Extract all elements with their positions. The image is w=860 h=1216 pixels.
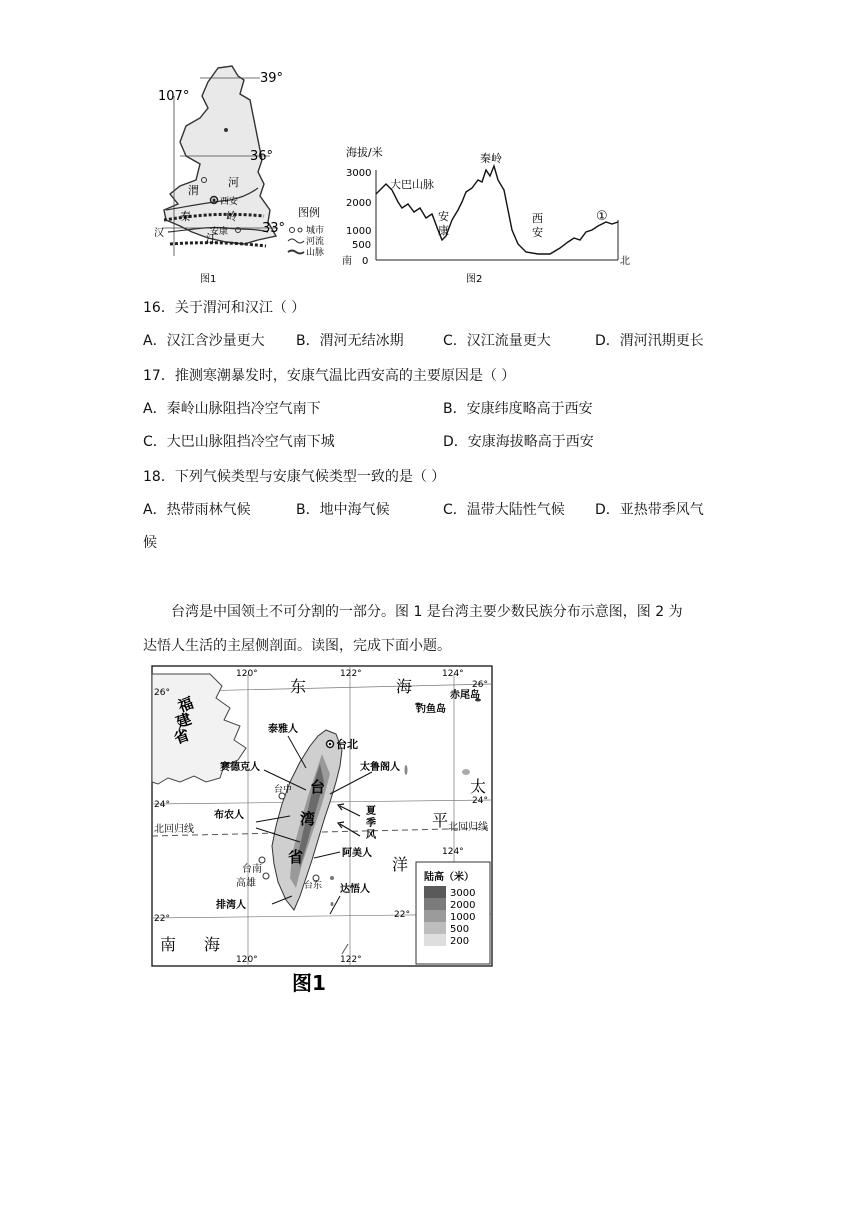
legend-mountain-label: 山脉 [306,248,325,258]
fujian-sheng: 省 [171,725,192,748]
fujian-fu: 福 [175,693,196,716]
taiwan-map [150,664,496,1004]
passage-line-1: 台湾是中国领土不可分割的一部分。图 1 是台湾主要少数民族分布示意图，图 2 为 [171,604,683,620]
map-label-xian: 西安 [220,197,239,207]
taiwan-sheng: 省 [288,848,304,866]
legend-mountain-icon [288,251,304,254]
lon-122-bottom: 122° [340,955,362,965]
legend-200: 200 [450,936,470,947]
sea-dong: 东 [290,677,307,696]
lon-124-mid: 124° [442,847,464,857]
map-label-qin: 秦 [180,210,191,223]
lat-22-left: 22° [154,914,170,924]
legend-500: 500 [450,924,470,935]
map-label-han: 汉 [154,228,164,239]
legend-2000: 2000 [450,900,476,911]
legend-river-icon [288,239,304,243]
fujian-jian: 建 [173,709,194,732]
taiwan-tai: 台 [310,778,326,796]
label-an2: 安 [532,226,543,239]
lat-36-label: 36° [250,149,274,164]
city-kaohsiung: 高雄 [236,878,256,889]
label-xi: 西 [532,212,543,225]
ytick-1000: 1000 [346,226,372,237]
map-label-ling: 岭 [226,210,237,223]
people-amis: 阿美人 [342,848,372,859]
sea-yang: 洋 [392,855,409,874]
sea-ping: 平 [432,811,449,830]
q18-option-c[interactable]: C．温带大陆性气候 [443,502,565,518]
question-16-stem: 16．关于渭河和汉江（ ） [143,300,306,316]
q16-option-d[interactable]: D．渭河汛期更长 [595,333,704,349]
people-bunun: 布农人 [214,810,244,821]
south-label: 南 [342,256,352,267]
tainan-city-icon [259,857,265,863]
q17-option-c[interactable]: C．大巴山脉阻挡冷空气南下城 [143,434,335,450]
profile-ylabel: 海拔/米 [346,146,383,159]
lon-124-top: 124° [442,669,464,679]
monsoon-xia: 夏 [366,806,376,817]
map-label-jiang: 江 [206,232,217,245]
legend-1000: 1000 [450,912,476,923]
legend-river-label: 河流 [306,237,325,247]
sea-hai-east: 海 [396,677,413,696]
map-label-he: 河 [228,176,239,189]
ytick-500: 500 [352,240,372,251]
lon-120-top: 120° [236,669,258,679]
chiwei-island-label: 赤尾岛 [450,690,480,701]
q18-option-d-wrap: 候 [143,535,157,551]
q16-option-b[interactable]: B．渭河无结冰期 [296,333,404,349]
map-label-ankang: 安康 [210,227,229,237]
ytick-0: 0 [362,256,369,267]
ytick-2000: 2000 [346,198,372,209]
shaanxi-figures [140,60,640,290]
monsoon-ji: 季 [366,818,376,829]
map-label-wei: 渭 [188,184,199,197]
tropic-label-right: 北回归线 [448,822,488,833]
lon-120-bottom: 120° [236,955,258,965]
taiwan-wan: 湾 [300,810,316,828]
sea-nan: 南 [160,935,177,954]
lat-22-right: 22° [394,910,410,920]
kaohsiung-city-icon [263,873,269,879]
label-qinling: 秦岭 [480,152,502,165]
monsoon-feng: 风 [366,830,376,841]
taiwan-fig-caption: 图1 [292,971,326,995]
legend-city-label: 城市 [306,226,325,236]
lon-107-label: 107° [158,89,190,104]
q17-option-a[interactable]: A．秦岭山脉阻挡冷空气南下 [143,401,321,417]
people-paiwan: 排湾人 [216,900,246,911]
sea-tai: 太 [470,777,487,796]
label-dabashan: 大巴山脉 [390,178,434,191]
q17-option-b[interactable]: B．安康纬度略高于西安 [443,401,593,417]
lat-26-right: 26° [472,680,488,690]
label-an: 安 [438,210,449,223]
legend-city-icon [290,228,303,233]
question-17-stem: 17．推测寒潮暴发时，安康气温比西安高的主要原因是（ ） [143,368,516,384]
tropic-label-left: 北回归线 [154,824,194,835]
q18-option-d[interactable]: D．亚热带季风气 [595,502,704,518]
legend-title: 图例 [298,206,320,219]
sea-hai-south: 海 [204,935,221,954]
fig2-caption: 图2 [466,274,483,285]
people-tao: 达悟人 [340,884,370,895]
city-tainan: 台南 [242,864,262,875]
diaoyu-island-label: 钓鱼岛 [416,704,446,715]
marker-circled-1: ① [596,209,608,224]
passage-line-2: 达悟人生活的主屋侧剖面。读图，完成下面小题。 [143,638,451,654]
q18-option-a[interactable]: A．热带雨林气候 [143,502,251,518]
label-kang: 康 [438,224,449,237]
q16-option-a[interactable]: A．汉江含沙量更大 [143,333,265,349]
city-taichung: 台中 [274,785,293,795]
city-taitung: 台东 [304,881,323,891]
legend-title: 陆高（米） [424,872,474,883]
q17-option-d[interactable]: D．安康海拔略高于西安 [443,434,594,450]
q18-option-b[interactable]: B．地中海气候 [296,502,390,518]
lat-24-left: 24° [154,800,170,810]
q16-option-c[interactable]: C．汉江流量更大 [443,333,551,349]
lon-122-top: 122° [340,669,362,679]
lat-33-label: 33° [262,221,286,236]
fig1-caption: 图1 [200,274,217,285]
north-label: 北 [620,256,630,267]
lat-39-label: 39° [260,71,284,86]
lat-24-right: 24° [472,796,488,806]
people-atayal: 泰雅人 [268,724,298,735]
lat-26-left: 26° [154,688,170,698]
legend-3000: 3000 [450,888,476,899]
people-seediq: 赛德克人 [220,762,260,773]
city-taipei: 台北 [336,738,358,751]
ytick-3000: 3000 [346,168,372,179]
question-18-stem: 18．下列气候类型与安康气候类型一致的是（ ） [143,469,446,485]
people-truku: 太鲁阁人 [360,762,400,773]
